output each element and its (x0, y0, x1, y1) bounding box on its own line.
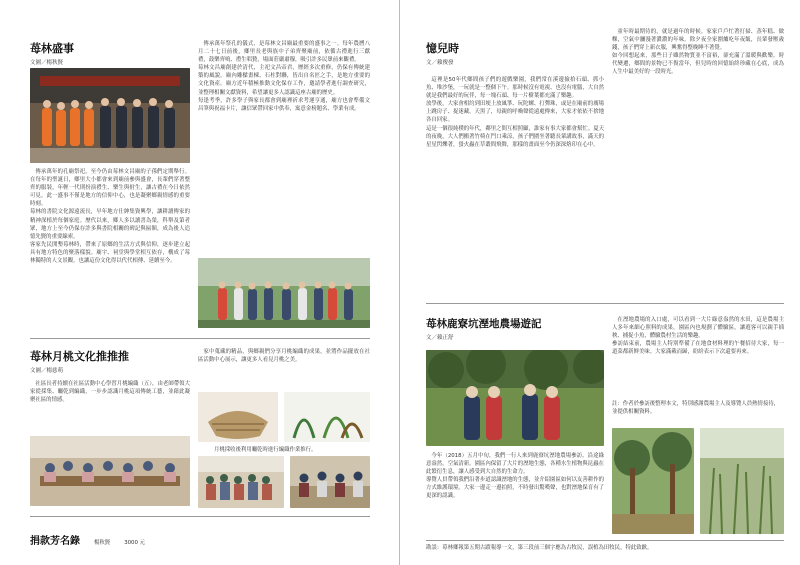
article1-left-column (30, 40, 190, 315)
article2-body-left: 社區長者持續在社區活動中心學習月桃編織（五），由老師帶領大家從採集、曬乾到編織，一步步認識月桃這項傳統工藝，並藉此凝聚社區的情感。 (30, 381, 190, 404)
photo-wetland-visitors (426, 350, 604, 446)
memoir-left-column (426, 40, 604, 295)
section-divider-donation (30, 516, 370, 517)
photo-group-craft (198, 456, 284, 508)
article2-title: 苺林月桃文化推推推 (30, 350, 129, 363)
errata-footer: 勘誤：苺林鄉報第五期古蹟報導一文，第三段前三個字應為古牧民，誤植為田牧民，特此致歉。 (426, 545, 653, 551)
article2-byline: 文圖／楊慈萌 (30, 368, 64, 374)
section-divider-right (426, 303, 784, 304)
memoir-right-column (612, 28, 784, 296)
memoir-body-left: 這裡是50年代鄉間孩子們的遊戲樂園，我們常在溪邊撿拾石頭、抓小魚、堆沙堡，一玩就是一整個下午。那時候沒有電視、也沒有電腦，大自然就是我們最好的玩伴，每一塊石頭、每一片樹葉都充滿了樂趣。 放學後，大家會相約到田埂上放風箏、玩陀螺、打彈珠，或是在廟前的廣場上跳房子、捉迷藏。天黑了，母親的呼喚聲從遠處傳來，大家才依依不捨地各自回家。 這是一個很純樸的年代，鄰里之間互相照顧，誰家有事大家都會幫忙。夏天的夜晚，大人們搬著竹椅在門口乘涼，孩子們圍坐著聽長輩講故事，滿天的星星閃爍著，螢火蟲在草叢間飛舞，那樣的畫面至今仍深深烙印在心中。 (426, 77, 604, 148)
memoir-byline: 文／賴俊發 (426, 60, 454, 66)
section-divider-left (30, 338, 370, 339)
photo-weaving-class (30, 436, 190, 506)
donor-name: 楊秋賢 (94, 540, 111, 546)
article1-title: 苺林盛事 (30, 42, 74, 55)
photo-woven-basket (198, 392, 278, 442)
wetland-body-left: 今年（2018）五月中旬，我們一行人來到鹿寮坑溼地農場參訪，沿途綠意盎然，空氣清新。園區內保留了大片的溼地生態，各種水生植物與昆蟲在此繁衍生息，讓人感受到大自然的生命力。 導覽人員帶領我們沿著步道認識溼地的生態，並介紹園區如何以友善耕作的方式維護環境。大家一邊走一邊拍照，不時發出驚嘆聲，也對溼地保育有了更深的認識。 (426, 453, 604, 500)
donation-amount: 3000 元 (124, 540, 146, 546)
photo-elders-seated (290, 456, 370, 508)
donation-title: 捐款芳名錄 (30, 536, 80, 547)
wetland-body-right: 在溼地農場的入口處，可以看到一大片綠意盎然的水田，這是農場主人多年來細心照料的成果。園區內也規劃了體驗區，讓遊客可以親手插秧、捕捉小魚，體驗農村生活的樂趣。 參訪結束前，農場主人特別準備了在地食材料理的午餐招待大家，每一道菜都新鮮美味。大家滿載而歸，紛紛表示下次還要再來。 (612, 317, 784, 356)
group-photo-outdoor (198, 258, 370, 328)
photo-woven-plant (284, 392, 370, 442)
article1-byline: 文圖／楊秋賢 (30, 60, 64, 66)
article2-right-column (198, 348, 370, 388)
wetland-note: 註：作者於參訪後整理本文，特別感謝農場主人及導覽人員熱情接待，並提供相關資料。 (612, 401, 780, 415)
wetland-byline: 文／賴正舒 (426, 335, 454, 341)
photo-wetland-grass (700, 428, 784, 534)
article2-body-right: 家中蒐藏的精品，與鄉親們分享月桃編織的成果，並將作品擺放在社區活動中心展示，讓更多人看見月桃之美。 (198, 349, 370, 364)
article1-body-left: 傳承萬年的孔廟祭祀，至今仍由莓林文昌廟的子孫們定期舉行。在每年的聖誕日，鄉里大小都會來到廟前參與盛會，長輩們穿著整齊的服裝，年輕一代則扮演禮生、樂生與佾生，讓古禮在今日依然可見。此一盛事不僅是地方的信仰中心，也是凝聚鄉親情感的重要時刻。 莓林的書院文化源遠流長，早年地方仕紳集資興學，讓耕讀傳家的精神深植於每個家庭。歷代以來，鄉人多以讀書為榮，科舉及第者眾，地方上至今仍保存許多與書院相關的碑記與匾額，成為後人追憶先賢的重要線索。 客家先民開墾莓林時，帶來了原鄉的生活方式與信仰，逐步建立起具有地方特色的聚落樣貌。廟宇、祠堂與學堂相互依存，構成了莓林獨特的人文景觀，也讓這份文化得以代代相傳、延續至今。 (30, 169, 190, 265)
memoir-body-right: 童年時最期待的，就是過年的時候。家家戶戶忙著打掃、蒸年糕、做粿，空氣中瀰漫著濃濃的年味。除夕夜全家圍爐吃年夜飯，長輩發壓歲錢，孩子們穿上新衣服，興奮得整晚睡不著覺。 如今回想起來，那些日子雖然物質並不富裕，卻充滿了溫暖與歡樂。時代變遷，鄉間的景物已不復當年，但兒時的回憶始終珍藏在心底，成為人生中最美好的一段時光。 (612, 29, 784, 76)
wetland-title: 苺林鹿寮坑溼地農場遊記 (426, 318, 542, 330)
right-page (400, 0, 800, 565)
footer-divider (426, 540, 784, 541)
wetland-header (426, 316, 606, 346)
article1-body-right: 傳承萬年祭孔的儀式，是莓林文昌廟最重要的盛事之一。每年農曆八月二十七日前後，鄉里長老與族中子弟齊聚廟前，依循古禮進行三獻禮，鼓樂齊鳴、禮生唱贊，場面莊嚴肅穆，吸引許多民眾前來觀禮。 莓林文昌廟創建於清代，主祀文昌帝君，歷經多次重修，仍保有傳統建築的風貌。廟內雕樑畫棟、石柱對聯，皆出自名匠之手，是地方重要的文化資產。廟方近年積極推動文化保存工作，邀請學者進行調查研究，並整理相關文獻資料，希望讓更多人認識這座古廟的歷史。 每逢考季，許多學子與家長都會到廟裡祈求考運亨通，廟方也會準備文昌筆與祝福卡片，讓信眾帶回家中供奉，寓意金榜題名、學業有成。 (198, 41, 370, 112)
memoir-title: 憶兒時 (426, 42, 459, 55)
article1-right-column (198, 40, 370, 255)
donation-section (30, 532, 230, 554)
weaving-caption: 月桃採收後利用曬乾時進行編織作業推行。 (214, 447, 317, 453)
photo-wetland-trees (612, 428, 694, 534)
group-photo-temple (30, 68, 190, 163)
